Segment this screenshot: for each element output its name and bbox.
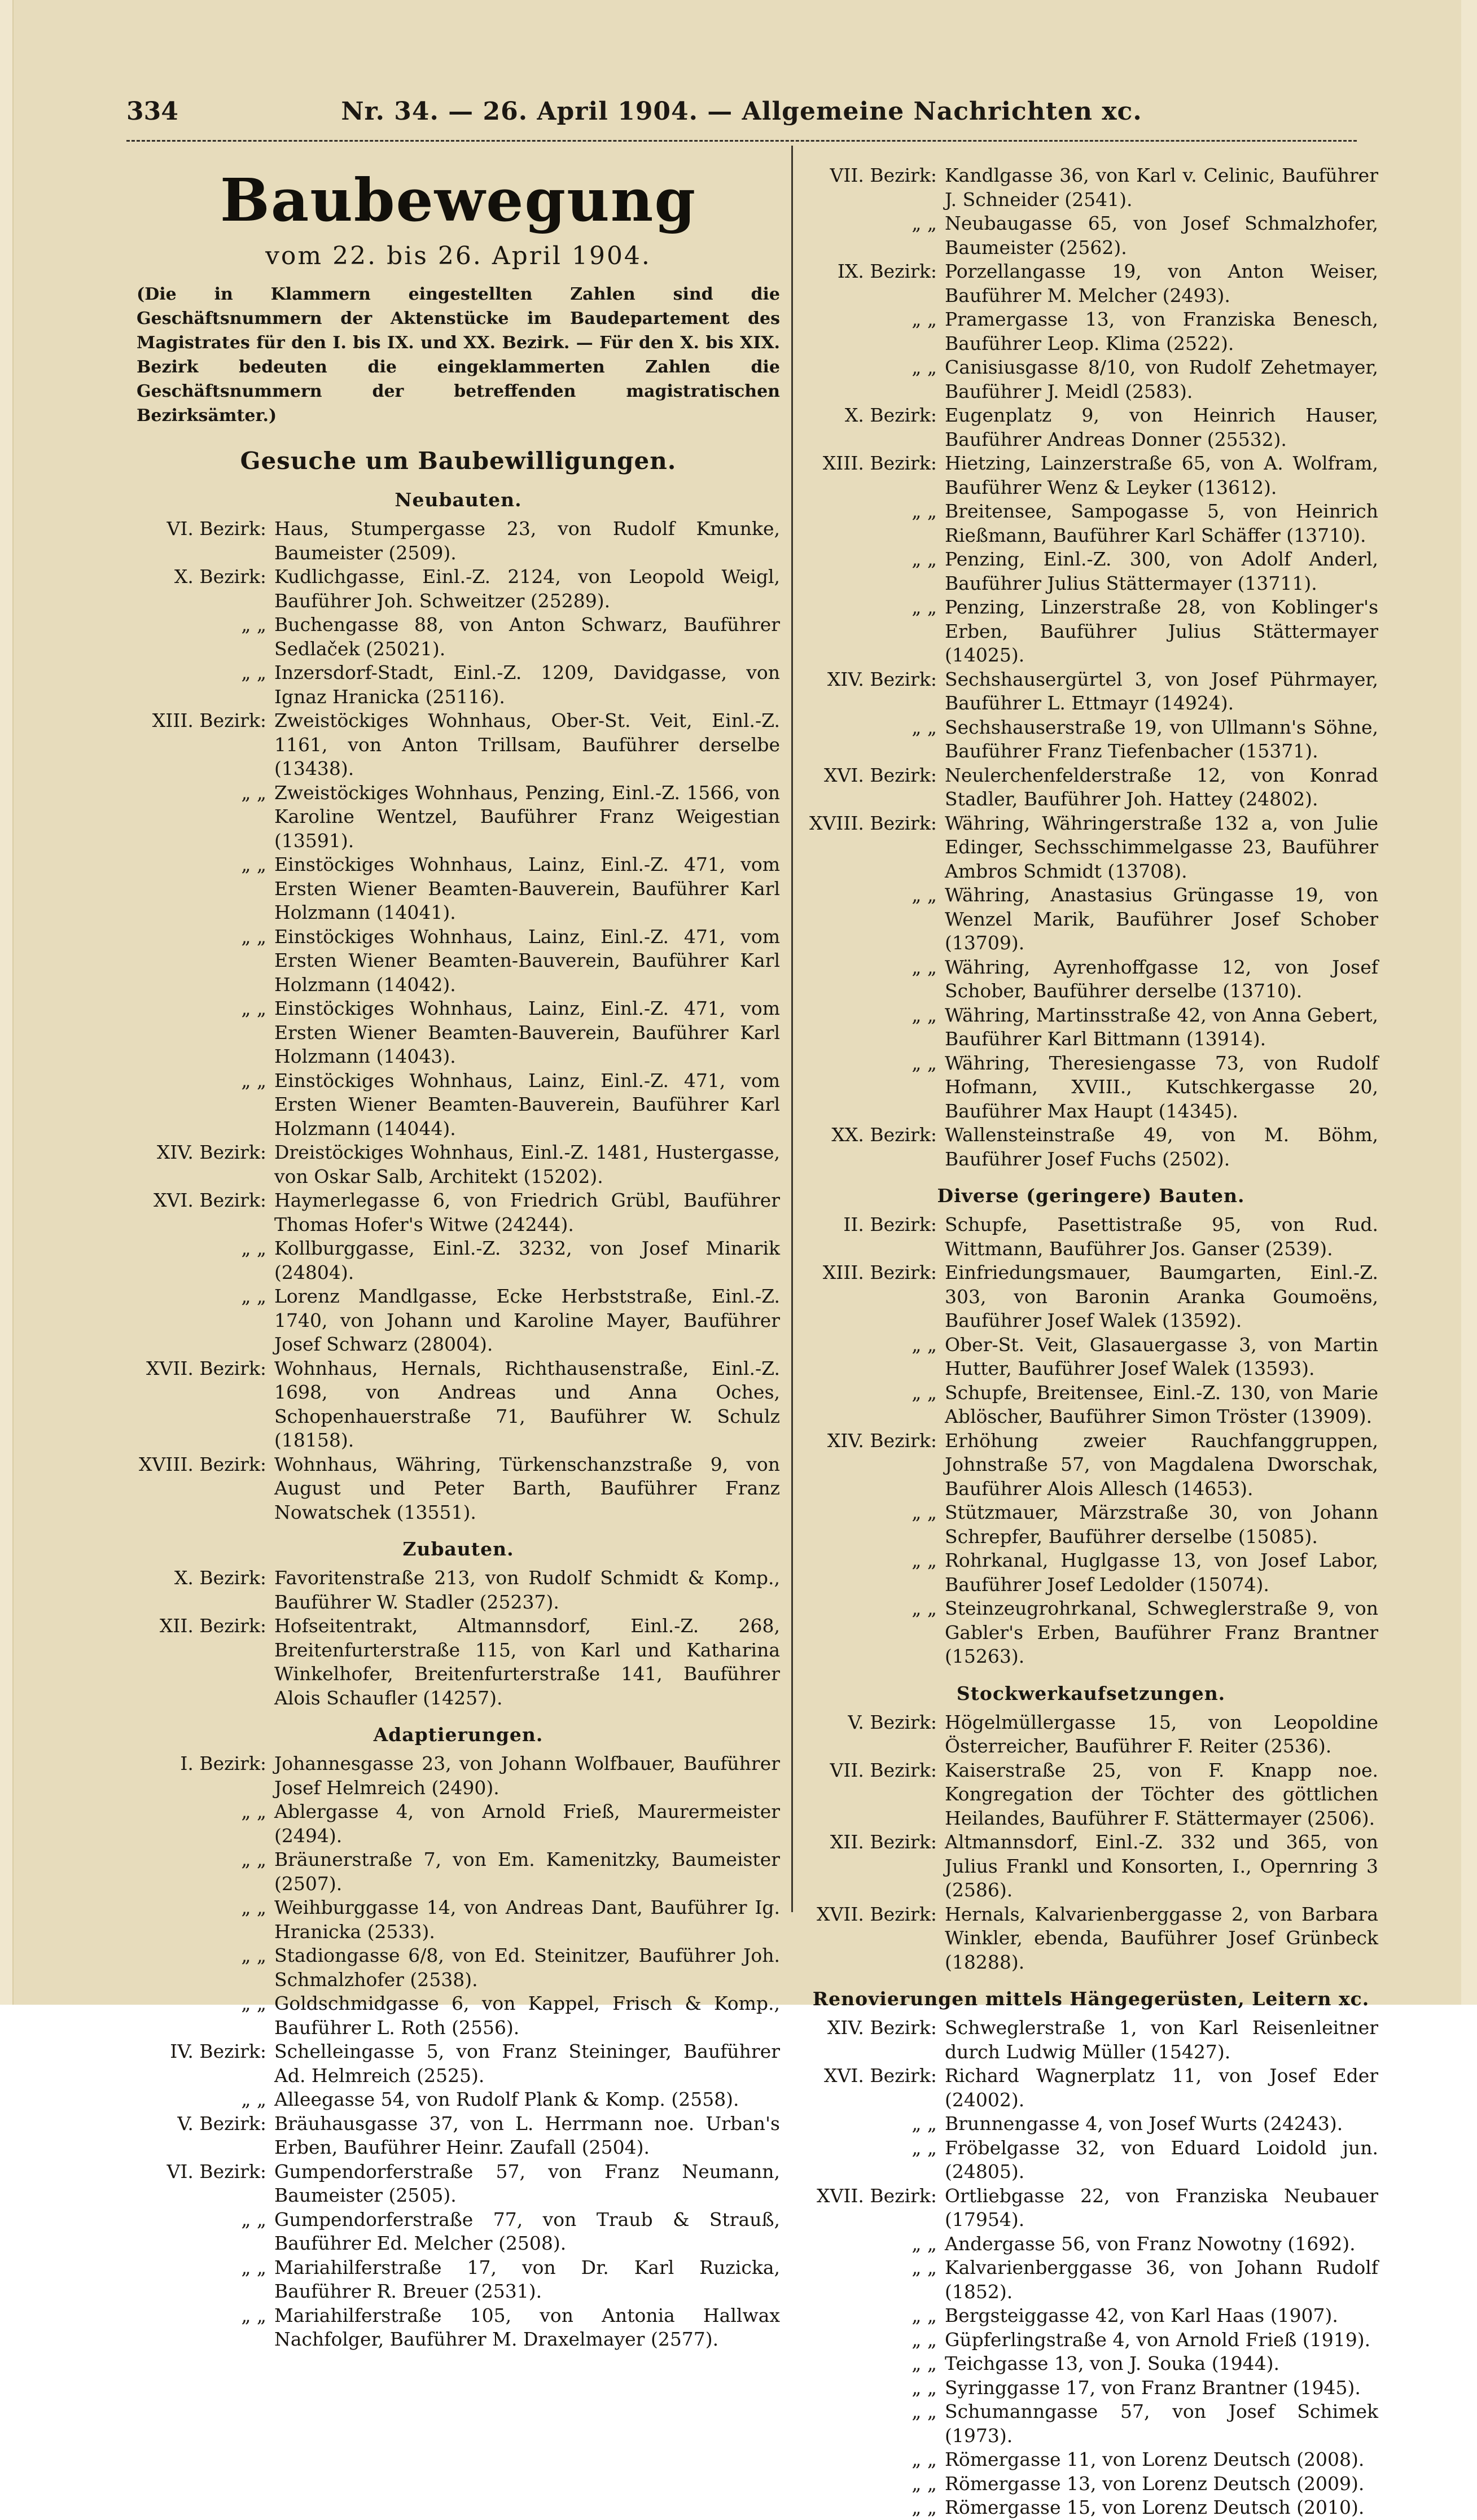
district-label: XIV. Bezirk:: [827, 668, 937, 690]
entry-text: Römergasse 11, von Lorenz Deutsch (2008).: [945, 2448, 1365, 2470]
entry-text: Goldschmidgasse 6, von Kappel, Frisch & Komp., Bauführer L. Roth (2556).: [274, 1992, 780, 2039]
district-label: „ „: [911, 308, 937, 330]
district-label: „ „: [241, 1285, 266, 1307]
list-item: [137, 1800, 780, 1848]
entry-text: Einstöckiges Wohnhaus, Lainz, Einl.-Z. 471, vom Ersten Wiener Beamten-Bauverein, Bauführer Karl Holzmann (14044).: [274, 1069, 780, 1140]
page-subtitle: vom 22. bis 26. April 1904.: [265, 242, 651, 270]
list-item: [804, 1333, 1378, 1381]
list-item: [804, 883, 1378, 956]
subsection-heading: Neubauten.: [395, 489, 522, 511]
entry-text: Römergasse 15, von Lorenz Deutsch (2010).: [945, 2496, 1365, 2518]
section-heading: Gesuche um Baubewilligungen.: [240, 447, 677, 475]
list-item: [804, 547, 1378, 595]
list-item: [804, 2064, 1378, 2112]
entry-text: Canisiusgasse 8/10, von Rudolf Zehetmayer, Bauführer J. Meidl (2583).: [945, 356, 1378, 402]
entry-text: Wohnhaus, Hernals, Richthausenstraße, Einl.-Z. 1698, von Andreas und Anna Oches, Schopenhauerstraße 71, Bauführer W. Schulz (18158).: [274, 1357, 780, 1451]
district-label: XVI. Bezirk:: [154, 1189, 266, 1211]
entry-text: Kalvarienberggasse 36, von Johann Rudolf (1852).: [945, 2256, 1378, 2303]
entry-text: Schumanngasse 57, von Josef Schimek (1973).: [945, 2400, 1378, 2447]
list-item: [804, 1051, 1378, 1124]
district-label: XX. Bezirk:: [831, 1124, 937, 1146]
district-label: „ „: [911, 716, 937, 738]
list-item: [137, 1237, 780, 1285]
list-item: [137, 1141, 780, 1189]
district-label: „ „: [241, 1800, 266, 1822]
district-label: IX. Bezirk:: [837, 260, 937, 282]
entry-text: Haus, Stumpergasse 23, von Rudolf Kmunke, Baumeister (2509).: [274, 518, 780, 564]
entry-text: Bräunerstraße 7, von Em. Kamenitzky, Baumeister (2507).: [274, 1848, 780, 1895]
entry-text: Sechshauserstraße 19, von Ullmann's Söhne, Bauführer Franz Tiefenbacher (15371).: [945, 716, 1378, 762]
district-label: „ „: [911, 2400, 937, 2422]
entry-text: Sechshausergürtel 3, von Josef Pührmayer, Bauführer L. Ettmayr (14924).: [945, 668, 1378, 714]
list-item: [804, 1597, 1378, 1669]
entry-text: Dreistöckiges Wohnhaus, Einl.-Z. 1481, Hustergasse, von Oskar Salb, Architekt (15202).: [274, 1141, 780, 1187]
entry-text: Breitensee, Sampogasse 5, von Heinrich Rießmann, Bauführer Karl Schäffer (13710).: [945, 500, 1378, 546]
entry-text: Ortliebgasse 22, von Franziska Neubauer (17954).: [945, 2184, 1378, 2230]
intro-note: (Die in Klammern eingestellten Zahlen sind die Geschäftsnummern der Aktenstücke im Baudepartement des Magistrates für den I. bis IX. und XX. Bezirk. — Für den X. bis XIX. Bezirk bedeuten die eingeklammerten Zahlen die Geschäftsnummern der betreffenden magistratischen Bezirksämter.): [137, 284, 780, 426]
list-item: [804, 1830, 1378, 1903]
list-item: [137, 613, 780, 661]
entry-text: Andergasse 56, von Franz Nowotny (1692).: [945, 2232, 1356, 2255]
entry-text: Währing, Anastasius Grüngasse 19, von Wenzel Marik, Bauführer Josef Schober (13709).: [945, 884, 1378, 954]
list-item: [137, 1848, 780, 1896]
list-item: [137, 2256, 780, 2304]
entry-text: Stützmauer, Märzstraße 30, von Johann Schrepfer, Bauführer derselbe (15085).: [945, 1501, 1378, 1548]
entry-text: Schupfe, Pasettistraße 95, von Rud. Wittmann, Bauführer Jos. Ganser (2539).: [945, 1213, 1378, 1260]
district-label: „ „: [911, 2376, 937, 2399]
list-item: [804, 260, 1378, 308]
right-column: [804, 164, 1378, 2520]
district-label: „ „: [241, 781, 266, 804]
entry-text: Kaiserstraße 25, von F. Knapp noe. Kongregation der Töchter des göttlichen Heilandes, Bauführer F. Stättermayer (2506).: [945, 1759, 1378, 1829]
list-item: [137, 661, 780, 709]
entry-text: Schelleingasse 5, von Franz Steininger, Bauführer Ad. Helmreich (2525).: [274, 2040, 780, 2087]
entry-text: Gumpendorferstraße 77, von Traub & Strauß, Bauführer Ed. Melcher (2508).: [274, 2208, 780, 2254]
district-label: „ „: [911, 2136, 937, 2159]
column-divider: [791, 146, 793, 1912]
list-item: [804, 2376, 1378, 2400]
list-item: [804, 1213, 1378, 1261]
list-item: [804, 1123, 1378, 1171]
list-item: [137, 1069, 780, 1141]
district-label: „ „: [911, 2113, 937, 2135]
entry-text: Teichgasse 13, von J. Souka (1944).: [945, 2352, 1279, 2374]
district-label: „ „: [911, 356, 937, 378]
district-label: „ „: [241, 2304, 266, 2326]
district-label: „ „: [911, 2496, 937, 2518]
district-label: XII. Bezirk:: [830, 1831, 937, 1853]
district-label: V. Bezirk:: [177, 2112, 266, 2135]
district-label: XVIII. Bezirk:: [809, 812, 937, 834]
list-item: [804, 164, 1378, 212]
entry-text: Penzing, Einl.-Z. 300, von Adolf Anderl, Bauführer Julius Stättermayer (13711).: [945, 548, 1378, 594]
district-label: XIII. Bezirk:: [152, 709, 266, 731]
list-item: [804, 2232, 1378, 2256]
entry-text: Johannesgasse 23, von Johann Wolfbauer, Bauführer Josef Helmreich (2490).: [274, 1752, 780, 1799]
list-item: [804, 595, 1378, 668]
list-item: [137, 2040, 780, 2088]
list-item: [137, 853, 780, 925]
district-label: XVI. Bezirk:: [824, 764, 937, 786]
entry-text: Eugenplatz 9, von Heinrich Hauser, Bauführer Andreas Donner (25532).: [945, 404, 1378, 450]
district-label: „ „: [911, 548, 937, 570]
district-label: „ „: [241, 661, 266, 683]
entry-text: Fröbelgasse 32, von Eduard Loidold jun. (24805).: [945, 2136, 1378, 2182]
list-item: [137, 1453, 780, 1525]
entry-text: Stadiongasse 6/8, von Ed. Steinitzer, Bauführer Joh. Schmalzhofer (2538).: [274, 1944, 780, 1991]
district-label: VI. Bezirk:: [166, 518, 266, 540]
entry-text: Wohnhaus, Währing, Türkenschanzstraße 9, von August und Peter Barth, Bauführer Franz Nowatschek (13551).: [274, 1453, 780, 1523]
entry-text: Hietzing, Lainzerstraße 65, von A. Wolfram, Bauführer Wenz & Leyker (13612).: [945, 452, 1378, 498]
running-head-text: Nr. 34. — 26. April 1904. — Allgemeine Nachrichten xc.: [341, 97, 1142, 126]
district-label: „ „: [911, 884, 937, 906]
district-label: „ „: [241, 613, 266, 636]
district-label: „ „: [241, 1992, 266, 2014]
entry-text: Ablergasse 4, von Arnold Frieß, Maurermeister (2494).: [274, 1800, 780, 1847]
list-item: [137, 1189, 780, 1237]
right-sections: [804, 164, 1378, 2520]
district-label: XII. Bezirk:: [159, 1615, 266, 1637]
entry-text: Inzersdorf-Stadt, Einl.-Z. 1209, Davidgasse, von Ignaz Hranicka (25116).: [274, 661, 780, 708]
district-label: „ „: [911, 2472, 937, 2495]
list-item: [804, 668, 1378, 716]
district-label: „ „: [911, 2232, 937, 2255]
entry-text: Neubaugasse 65, von Josef Schmalzhofer, Baumeister (2562).: [945, 212, 1378, 258]
entry-text: Schweglerstraße 1, von Karl Reisenleitner durch Ludwig Müller (15427).: [945, 2017, 1378, 2063]
list-item: [804, 2136, 1378, 2184]
list-item: [137, 565, 780, 613]
list-item: [804, 2184, 1378, 2232]
subsection-heading: Diverse (geringere) Bauten.: [937, 1185, 1245, 1207]
page-title: Baubewegung: [220, 165, 697, 235]
entry-text: Buchengasse 88, von Anton Schwarz, Bauführer Sedlaček (25021).: [274, 613, 780, 660]
entry-text: Bräuhausgasse 37, von L. Herrmann noe. Urban's Erben, Bauführer Heinr. Zaufall (2504).: [274, 2112, 780, 2158]
district-label: II. Bezirk:: [843, 1213, 937, 1235]
page-number: 334: [126, 97, 178, 126]
district-label: „ „: [911, 1003, 937, 1026]
entry-text: Rohrkanal, Huglgasse 13, von Josef Labor, Bauführer Josef Ledolder (15074).: [945, 1549, 1378, 1596]
district-label: „ „: [241, 2256, 266, 2278]
list-item: [804, 1261, 1378, 1333]
district-label: VI. Bezirk:: [166, 2160, 266, 2182]
entry-text: Lorenz Mandlgasse, Ecke Herbststraße, Einl.-Z. 1740, von Johann und Karoline Mayer, Bauführer Josef Schwarz (28004).: [274, 1285, 780, 1355]
entry-text: Hofseitentrakt, Altmannsdorf, Einl.-Z. 268, Breitenfurterstraße 115, von Karl und Katharina Winkelhofer, Breitenfurterstraße 141, Bauführer Alois Schaufler (14257).: [274, 1615, 780, 1709]
list-item: [804, 404, 1378, 452]
list-item: [137, 2112, 780, 2160]
entry-text: Kandlgasse 36, von Karl v. Celinic, Bauführer J. Schneider (2541).: [945, 164, 1378, 211]
district-label: IV. Bezirk:: [170, 2040, 266, 2062]
entry-text: Mariahilferstraße 17, von Dr. Karl Ruzicka, Bauführer R. Breuer (2531).: [274, 2256, 780, 2302]
list-item: [804, 2256, 1378, 2304]
entry-text: Hernals, Kalvarienberggasse 2, von Barbara Winkler, ebenda, Bauführer Josef Grünbeck (18288).: [945, 1903, 1378, 1973]
entry-text: Einfriedungsmauer, Baumgarten, Einl.-Z. 303, von Baronin Aranka Goumoëns, Bauführer Josef Walek (13592).: [945, 1261, 1378, 1331]
entry-text: Richard Wagnerplatz 11, von Josef Eder (24002).: [945, 2065, 1378, 2111]
list-item: [804, 212, 1378, 260]
district-label: X. Bezirk:: [844, 404, 937, 426]
district-label: „ „: [911, 1381, 937, 1404]
district-label: „ „: [911, 2256, 937, 2278]
district-label: „ „: [911, 2328, 937, 2351]
list-item: [804, 1501, 1378, 1549]
district-label: „ „: [911, 2352, 937, 2374]
list-item: [804, 452, 1378, 499]
district-label: XVII. Bezirk:: [146, 1357, 266, 1379]
list-item: [804, 1003, 1378, 1051]
entry-text: Mariahilferstraße 105, von Antonia Hallwax Nachfolger, Bauführer M. Draxelmayer (2577).: [274, 2304, 780, 2350]
list-item: [804, 499, 1378, 547]
district-label: I. Bezirk:: [180, 1752, 266, 1774]
district-label: „ „: [241, 853, 266, 875]
list-item: [137, 2208, 780, 2256]
district-label: „ „: [911, 2448, 937, 2470]
district-label: „ „: [911, 212, 937, 234]
list-item: [804, 1759, 1378, 1831]
entry-text: Haymerlegasse 6, von Friedrich Grübl, Bauführer Thomas Hofer's Witwe (24244).: [274, 1189, 780, 1235]
list-item: [804, 2400, 1378, 2448]
district-label: „ „: [241, 1896, 266, 1918]
district-label: XVII. Bezirk:: [817, 1903, 937, 1925]
district-label: „ „: [241, 925, 266, 948]
running-head: [126, 97, 1357, 131]
list-item: [804, 2328, 1378, 2352]
list-item: [137, 709, 780, 781]
district-label: „ „: [911, 500, 937, 522]
district-label: XIII. Bezirk:: [822, 452, 937, 474]
entry-text: Neulerchenfelderstraße 12, von Konrad Stadler, Bauführer Joh. Hattey (24802).: [945, 764, 1378, 810]
entry-text: Einstöckiges Wohnhaus, Lainz, Einl.-Z. 471, vom Ersten Wiener Beamten-Bauverein, Bauführer Karl Holzmann (14042).: [274, 925, 780, 996]
list-item: [137, 1614, 780, 1710]
list-item: [137, 1896, 780, 1944]
subsection-heading: Adaptierungen.: [373, 1724, 544, 1746]
district-label: X. Bezirk:: [174, 1567, 266, 1589]
district-label: XIV. Bezirk:: [156, 1141, 266, 1163]
subsection-heading: Renovierungen mittels Hängegerüsten, Leitern xc.: [812, 1988, 1370, 2010]
list-item: [137, 517, 780, 565]
entry-text: Porzellangasse 19, von Anton Weiser, Bauführer M. Melcher (2493).: [945, 260, 1378, 306]
list-item: [804, 2472, 1378, 2496]
list-item: [137, 1566, 780, 1614]
subsection-heading: Stockwerkaufsetzungen.: [956, 1682, 1226, 1704]
district-label: „ „: [911, 1549, 937, 1571]
list-item: [804, 2448, 1378, 2472]
district-label: „ „: [241, 1237, 266, 1259]
list-item: [804, 716, 1378, 764]
entry-text: Weihburggasse 14, von Andreas Dant, Bauführer Ig. Hranicka (2533).: [274, 1896, 780, 1943]
district-label: XVI. Bezirk:: [824, 2065, 937, 2087]
district-label: XIV. Bezirk:: [827, 2017, 937, 2039]
list-item: [804, 308, 1378, 356]
entry-text: Währing, Währingerstraße 132 a, von Julie Edinger, Sechsschimmelgasse 23, Bauführer Ambros Schmidt (13708).: [945, 812, 1378, 882]
district-label: „ „: [911, 1501, 937, 1523]
left-column: [137, 164, 780, 2352]
list-item: [137, 1992, 780, 2040]
list-item: [804, 2304, 1378, 2328]
district-label: XVIII. Bezirk:: [138, 1453, 266, 1475]
district-label: V. Bezirk:: [848, 1711, 937, 1733]
list-item: [137, 2160, 780, 2208]
entry-text: Altmannsdorf, Einl.-Z. 332 und 365, von Julius Frankl und Konsorten, I., Opernring 3 (2586).: [945, 1831, 1378, 1901]
district-label: XIV. Bezirk:: [827, 1429, 937, 1452]
district-label: „ „: [241, 2088, 266, 2110]
list-item: [804, 1429, 1378, 1501]
district-label: XIII. Bezirk:: [822, 1261, 937, 1283]
list-item: [137, 1357, 780, 1453]
entry-text: Bergsteiggasse 42, von Karl Haas (1907).: [945, 2304, 1338, 2326]
district-label: „ „: [911, 1333, 937, 1356]
district-label: „ „: [241, 1848, 266, 1870]
entry-text: Währing, Theresiengasse 73, von Rudolf Hofmann, XVIII., Kutschkergasse 20, Bauführer Max Haupt (14345).: [945, 1051, 1378, 1122]
district-label: „ „: [241, 1944, 266, 1966]
district-label: X. Bezirk:: [174, 566, 266, 588]
entry-text: Penzing, Linzerstraße 28, von Koblinger's Erben, Bauführer Julius Stättermayer (14025).: [945, 596, 1378, 666]
list-item: [804, 2016, 1378, 2064]
district-label: VII. Bezirk:: [830, 164, 937, 186]
paper-sheet: [12, 0, 1461, 2518]
entry-text: Ober-St. Veit, Glasauergasse 3, von Martin Hutter, Bauführer Josef Walek (13593).: [945, 1333, 1378, 1379]
entry-text: Einstöckiges Wohnhaus, Lainz, Einl.-Z. 471, vom Ersten Wiener Beamten-Bauverein, Bauführer Karl Holzmann (14041).: [274, 853, 780, 923]
district-label: „ „: [911, 956, 937, 978]
entry-text: Währing, Martinsstraße 42, von Anna Gebert, Bauführer Karl Bittmann (13914).: [945, 1003, 1378, 1050]
entry-text: Gumpendorferstraße 57, von Franz Neumann, Baumeister (2505).: [274, 2160, 780, 2206]
district-label: VII. Bezirk:: [830, 1759, 937, 1781]
list-item: [137, 1752, 780, 1800]
list-item: [804, 2496, 1378, 2520]
entry-text: Kudlichgasse, Einl.-Z. 2124, von Leopold Weigl, Bauführer Joh. Schweitzer (25289).: [274, 566, 780, 612]
entry-text: Brunnengasse 4, von Josef Wurts (24243).: [945, 2113, 1343, 2135]
entry-text: Kollburggasse, Einl.-Z. 3232, von Josef Minarik (24804).: [274, 1237, 780, 1283]
list-item: [804, 1711, 1378, 1759]
district-label: „ „: [241, 997, 266, 1019]
district-label: XVII. Bezirk:: [817, 2184, 937, 2207]
header-rule: [126, 140, 1357, 142]
district-label: „ „: [241, 2208, 266, 2230]
district-label: „ „: [241, 1069, 266, 1092]
list-item: [137, 925, 780, 997]
list-item: [804, 2352, 1378, 2376]
entry-text: Steinzeugrohrkanal, Schweglerstraße 9, von Gabler's Erben, Bauführer Franz Brantner (15263).: [945, 1597, 1378, 1667]
entry-text: Favoritenstraße 213, von Rudolf Schmidt & Komp., Bauführer W. Stadler (25237).: [274, 1567, 780, 1613]
entry-text: Zweistöckiges Wohnhaus, Penzing, Einl.-Z. 1566, von Karoline Wentzel, Bauführer Franz Weigestian (13591).: [274, 781, 780, 852]
entry-text: Alleegasse 54, von Rudolf Plank & Komp. (2558).: [274, 2088, 739, 2110]
left-sections: [137, 488, 780, 2352]
list-item: [804, 1549, 1378, 1597]
entry-text: Zweistöckiges Wohnhaus, Ober-St. Veit, Einl.-Z. 1161, von Anton Trillsam, Bauführer derselbe (13438).: [274, 709, 780, 779]
list-item: [804, 1903, 1378, 1975]
list-item: [804, 812, 1378, 884]
district-label: „ „: [911, 1051, 937, 1074]
list-item: [137, 997, 780, 1069]
list-item: [137, 1285, 780, 1357]
entry-text: Einstöckiges Wohnhaus, Lainz, Einl.-Z. 471, vom Ersten Wiener Beamten-Bauverein, Bauführer Karl Holzmann (14043).: [274, 997, 780, 1067]
list-item: [804, 2112, 1378, 2136]
entry-text: Wallensteinstraße 49, von M. Böhm, Bauführer Josef Fuchs (2502).: [945, 1124, 1378, 1170]
list-item: [804, 356, 1378, 404]
entry-text: Syringgasse 17, von Franz Brantner (1945).: [945, 2376, 1361, 2399]
district-label: „ „: [911, 596, 937, 618]
list-item: [137, 2088, 780, 2112]
entry-text: Schupfe, Breitensee, Einl.-Z. 130, von Marie Ablöscher, Bauführer Simon Tröster (13909).: [945, 1381, 1378, 1427]
subsection-heading: Zubauten.: [402, 1538, 514, 1560]
district-label: „ „: [911, 2304, 937, 2326]
entry-text: Pramergasse 13, von Franziska Benesch, Bauführer Leop. Klima (2522).: [945, 308, 1378, 354]
entry-text: Währing, Ayrenhoffgasse 12, von Josef Schober, Bauführer derselbe (13710).: [945, 956, 1378, 1002]
list-item: [137, 2304, 780, 2352]
district-label: „ „: [911, 1597, 937, 1619]
entry-text: Högelmüllergasse 15, von Leopoldine Österreicher, Bauführer F. Reiter (2536).: [945, 1711, 1378, 1757]
entry-text: Römergasse 13, von Lorenz Deutsch (2009).: [945, 2472, 1365, 2495]
entry-text: Erhöhung zweier Rauchfanggruppen, Johnstraße 57, von Magdalena Dworschak, Bauführer Alois Allesch (14653).: [945, 1429, 1378, 1500]
entry-text: Güpferlingstraße 4, von Arnold Frieß (1919).: [945, 2328, 1371, 2351]
list-item: [137, 781, 780, 853]
list-item: [137, 1944, 780, 1992]
list-item: [804, 956, 1378, 1003]
list-item: [804, 764, 1378, 812]
list-item: [804, 1381, 1378, 1429]
